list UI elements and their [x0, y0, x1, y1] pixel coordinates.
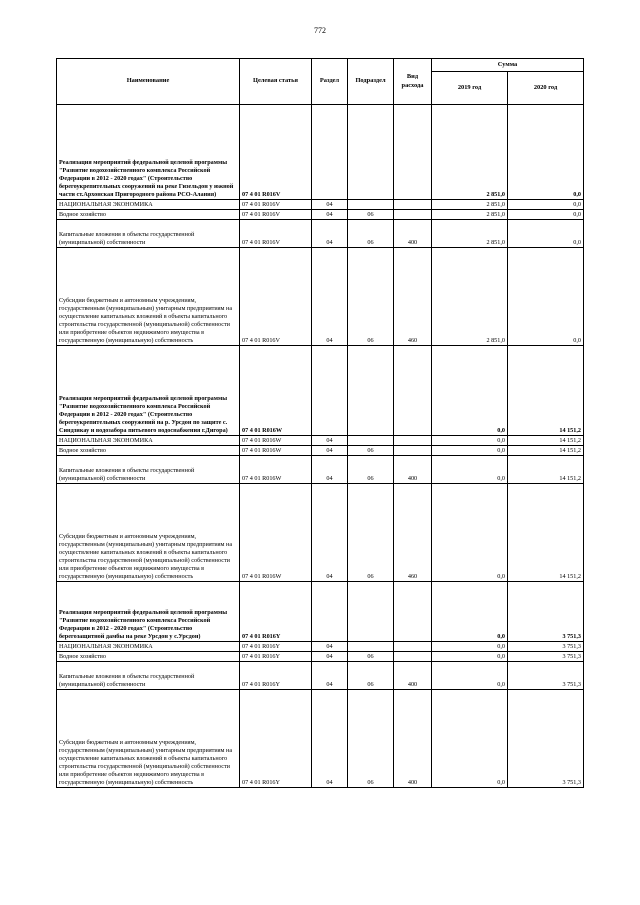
row-subsection: 06 [348, 446, 394, 456]
row-sum-2020: 0,0 [508, 210, 584, 220]
row-sum-2020: 14 151,2 [508, 446, 584, 456]
row-expense-type [394, 436, 432, 446]
row-name: Капитальные вложения в объекты государственной (муниципальной) собственности [57, 220, 240, 248]
row-name: Субсидии бюджетным и автономным учреждениям, государственным (муниципальным) унитарным предприятиям на осуществление капитальных вложений в объекты капитального строительства государственной (муниципальной) собственности или приобретение объектов недвижимого имущества в государственную (муниципальную) собственность [57, 484, 240, 582]
row-subsection: 06 [348, 210, 394, 220]
row-target-code: 07 4 01 R016V [240, 220, 312, 248]
table-row [57, 210, 584, 220]
row-sum-2019: 2 851,0 [432, 210, 508, 220]
row-sum-2019: 0,0 [432, 652, 508, 662]
row-sum-2019: 0,0 [432, 690, 508, 788]
header-section: Раздел [312, 59, 348, 105]
row-subsection: 06 [348, 220, 394, 248]
table-header [57, 59, 584, 105]
row-sum-2020: 3 751,3 [508, 690, 584, 788]
row-section: 04 [312, 456, 348, 484]
row-subsection [348, 346, 394, 436]
row-section [312, 346, 348, 436]
table-row [57, 248, 584, 346]
row-sum-2019: 0,0 [432, 346, 508, 436]
row-sum-2020: 0,0 [508, 220, 584, 248]
table-row [57, 582, 584, 642]
header-target: Целевая статья [240, 59, 312, 105]
page-number: 772 [314, 26, 326, 35]
row-name: Реализация мероприятий федеральной целевой программы "Развитие водохозяйственного комплекса Российской Федерации в 2012 - 2020 годах" (Строительство берегоукрепительных сооружений на реке Гизельдон у южной части ст.Архонская Пригородного района РСО-Алания) [57, 105, 240, 200]
row-subsection: 06 [348, 652, 394, 662]
row-sum-2019: 2 851,0 [432, 248, 508, 346]
budget-table [56, 58, 584, 788]
row-section: 04 [312, 642, 348, 652]
row-name: Капитальные вложения в объекты государственной (муниципальной) собственности [57, 662, 240, 690]
row-target-code: 07 4 01 R016W [240, 446, 312, 456]
row-target-code: 07 4 01 R016Y [240, 582, 312, 642]
row-name: Водное хозяйство [57, 210, 240, 220]
row-name: НАЦИОНАЛЬНАЯ ЭКОНОМИКА [57, 436, 240, 446]
row-name: Капитальные вложения в объекты государственной (муниципальной) собственности [57, 456, 240, 484]
row-expense-type [394, 346, 432, 436]
row-target-code: 07 4 01 R016Y [240, 662, 312, 690]
table-row [57, 200, 584, 210]
header-subsection: Подраздел [348, 59, 394, 105]
row-subsection: 06 [348, 690, 394, 788]
row-sum-2019: 2 851,0 [432, 220, 508, 248]
row-sum-2020: 14 151,2 [508, 346, 584, 436]
row-expense-type: 400 [394, 456, 432, 484]
row-sum-2019: 0,0 [432, 662, 508, 690]
row-expense-type [394, 642, 432, 652]
row-sum-2019: 2 851,0 [432, 200, 508, 210]
table-row [57, 690, 584, 788]
header-expense-type: Вид расхода [394, 59, 432, 105]
row-section: 04 [312, 200, 348, 210]
row-section: 04 [312, 210, 348, 220]
row-subsection [348, 200, 394, 210]
row-sum-2020: 3 751,3 [508, 662, 584, 690]
row-sum-2020: 0,0 [508, 105, 584, 200]
row-expense-type: 460 [394, 484, 432, 582]
row-expense-type: 400 [394, 662, 432, 690]
table-row [57, 456, 584, 484]
row-expense-type [394, 652, 432, 662]
row-sum-2020: 3 751,3 [508, 582, 584, 642]
row-sum-2019: 0,0 [432, 642, 508, 652]
row-name: НАЦИОНАЛЬНАЯ ЭКОНОМИКА [57, 642, 240, 652]
row-section: 04 [312, 436, 348, 446]
row-target-code: 07 4 01 R016W [240, 346, 312, 436]
row-subsection: 06 [348, 484, 394, 582]
row-name: Реализация мероприятий федеральной целевой программы "Развитие водохозяйственного комплекса Российской Федерации в 2012 - 2020 годах" (Строительство берегоукрепительных сооружений на р. Урсдон по защите с. Синдзикау и водозабора питьевого водоснабжения г.Дигора) [57, 346, 240, 436]
header-year-2019: 2019 год [432, 72, 508, 105]
table-row [57, 220, 584, 248]
row-subsection [348, 642, 394, 652]
row-sum-2019: 0,0 [432, 446, 508, 456]
row-section: 04 [312, 484, 348, 582]
row-subsection [348, 582, 394, 642]
row-subsection [348, 105, 394, 200]
header-sum: Сумма [432, 59, 584, 72]
row-sum-2020: 14 151,2 [508, 436, 584, 446]
table-row [57, 346, 584, 436]
header-name: Наименование [57, 59, 240, 105]
row-subsection: 06 [348, 248, 394, 346]
row-subsection: 06 [348, 456, 394, 484]
row-expense-type [394, 210, 432, 220]
row-subsection: 06 [348, 662, 394, 690]
row-sum-2020: 14 151,2 [508, 456, 584, 484]
table-row [57, 436, 584, 446]
row-sum-2019: 0,0 [432, 456, 508, 484]
row-section: 04 [312, 220, 348, 248]
row-expense-type [394, 446, 432, 456]
row-target-code: 07 4 01 R016Y [240, 642, 312, 652]
row-name: Водное хозяйство [57, 446, 240, 456]
row-section [312, 582, 348, 642]
row-section: 04 [312, 690, 348, 788]
row-expense-type [394, 200, 432, 210]
row-sum-2020: 0,0 [508, 248, 584, 346]
row-name: НАЦИОНАЛЬНАЯ ЭКОНОМИКА [57, 200, 240, 210]
row-section: 04 [312, 446, 348, 456]
row-target-code: 07 4 01 R016Y [240, 652, 312, 662]
table-row [57, 105, 584, 200]
row-expense-type [394, 582, 432, 642]
row-section: 04 [312, 662, 348, 690]
table-row [57, 662, 584, 690]
row-sum-2019: 0,0 [432, 436, 508, 446]
row-sum-2019: 0,0 [432, 582, 508, 642]
row-section: 04 [312, 652, 348, 662]
row-sum-2019: 2 851,0 [432, 105, 508, 200]
row-name: Реализация мероприятий федеральной целевой программы "Развитие водохозяйственного комплекса Российской Федерации в 2012 - 2020 годах" (Строительство берегозащитной дамбы на реке Урсдон у с.Урсдон) [57, 582, 240, 642]
row-target-code: 07 4 01 R016W [240, 456, 312, 484]
row-target-code: 07 4 01 R016V [240, 210, 312, 220]
row-target-code: 07 4 01 R016V [240, 248, 312, 346]
row-expense-type: 400 [394, 220, 432, 248]
table-row [57, 642, 584, 652]
row-expense-type [394, 105, 432, 200]
row-section: 04 [312, 248, 348, 346]
row-target-code: 07 4 01 R016V [240, 200, 312, 210]
row-sum-2020: 3 751,3 [508, 652, 584, 662]
row-target-code: 07 4 01 R016W [240, 484, 312, 582]
row-target-code: 07 4 01 R016Y [240, 690, 312, 788]
table-row [57, 446, 584, 456]
row-subsection [348, 436, 394, 446]
row-sum-2020: 14 151,2 [508, 484, 584, 582]
row-section [312, 105, 348, 200]
row-sum-2020: 0,0 [508, 200, 584, 210]
row-sum-2020: 3 751,3 [508, 642, 584, 652]
table-body [57, 105, 584, 788]
row-name: Субсидии бюджетным и автономным учреждениям, государственным (муниципальным) унитарным предприятиям на осуществление капитальных вложений в объекты капитального строительства государственной (муниципальной) собственности или приобретение объектов недвижимого имущества в государственную (муниципальную) собственность [57, 690, 240, 788]
row-name: Водное хозяйство [57, 652, 240, 662]
row-target-code: 07 4 01 R016V [240, 105, 312, 200]
table-row [57, 652, 584, 662]
table-row [57, 484, 584, 582]
row-expense-type: 460 [394, 248, 432, 346]
row-name: Субсидии бюджетным и автономным учреждениям, государственным (муниципальным) унитарным предприятиям на осуществление капитальных вложений в объекты капитального строительства государственной (муниципальной) собственности или приобретение объектов недвижимого имущества в государственную (муниципальную) собственность [57, 248, 240, 346]
row-expense-type: 400 [394, 690, 432, 788]
header-year-2020: 2020 год [508, 72, 584, 105]
row-target-code: 07 4 01 R016W [240, 436, 312, 446]
row-sum-2019: 0,0 [432, 484, 508, 582]
